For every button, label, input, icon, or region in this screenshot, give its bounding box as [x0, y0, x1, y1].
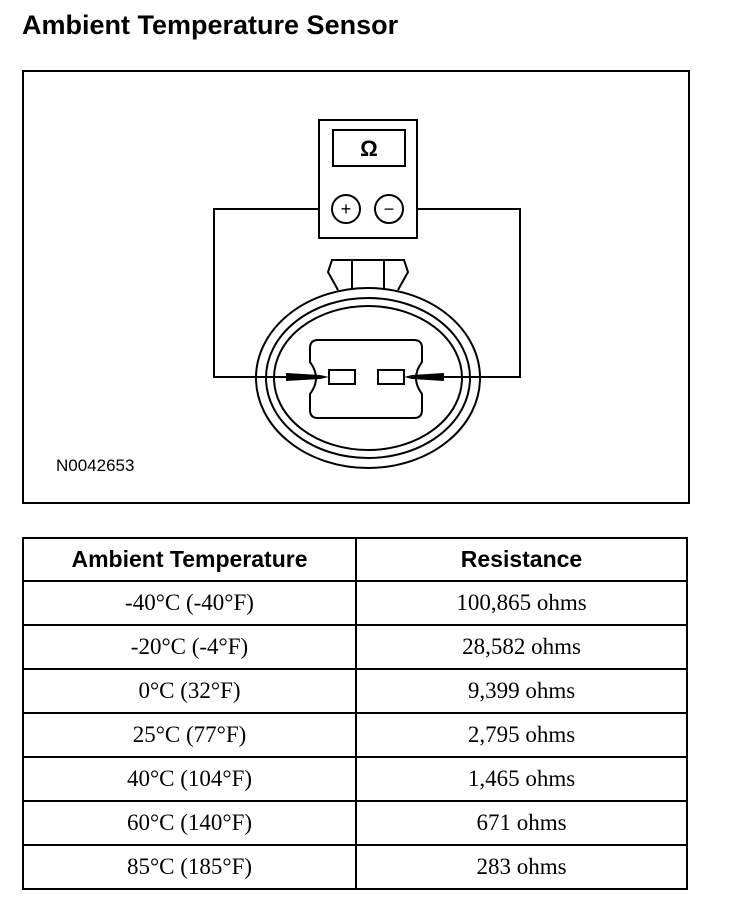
connector-body — [256, 260, 480, 468]
table-row — [23, 757, 687, 801]
temperature-cell: 85°C (185°F) — [23, 845, 356, 889]
minus-sign: − — [383, 199, 395, 219]
resistance-cell: 28,582 ohms — [356, 625, 687, 669]
table-header-row — [23, 538, 687, 581]
column-header-resistance: Resistance — [356, 538, 687, 581]
resistance-cell: 100,865 ohms — [356, 581, 687, 625]
plus-sign: + — [340, 199, 352, 219]
temperature-cell: -20°C (-4°F) — [23, 625, 356, 669]
resistance-table — [22, 537, 688, 890]
temperature-cell: 0°C (32°F) — [23, 669, 356, 713]
temperature-cell: 60°C (140°F) — [23, 801, 356, 845]
figure-id: N0042653 — [56, 456, 135, 475]
terminal-left — [329, 370, 355, 384]
table-row — [23, 845, 687, 889]
page-title: Ambient Temperature Sensor — [22, 10, 399, 40]
temperature-cell: 40°C (104°F) — [23, 757, 356, 801]
table-row — [23, 669, 687, 713]
resistance-cell: 9,399 ohms — [356, 669, 687, 713]
table-row — [23, 801, 687, 845]
resistance-cell: 283 ohms — [356, 845, 687, 889]
sensor-diagram — [22, 70, 690, 504]
ohmmeter — [319, 120, 417, 238]
probe-tips — [286, 373, 444, 381]
terminal-right — [378, 370, 404, 384]
table-row — [23, 713, 687, 757]
column-header-temperature: Ambient Temperature — [23, 538, 356, 581]
temperature-cell: -40°C (-40°F) — [23, 581, 356, 625]
resistance-cell: 2,795 ohms — [356, 713, 687, 757]
resistance-cell: 1,465 ohms — [356, 757, 687, 801]
table-row — [23, 581, 687, 625]
ohm-symbol: Ω — [360, 136, 378, 161]
resistance-cell: 671 ohms — [356, 801, 687, 845]
temperature-cell: 25°C (77°F) — [23, 713, 356, 757]
ohmmeter-sensor-illustration — [24, 72, 688, 502]
table-row — [23, 625, 687, 669]
